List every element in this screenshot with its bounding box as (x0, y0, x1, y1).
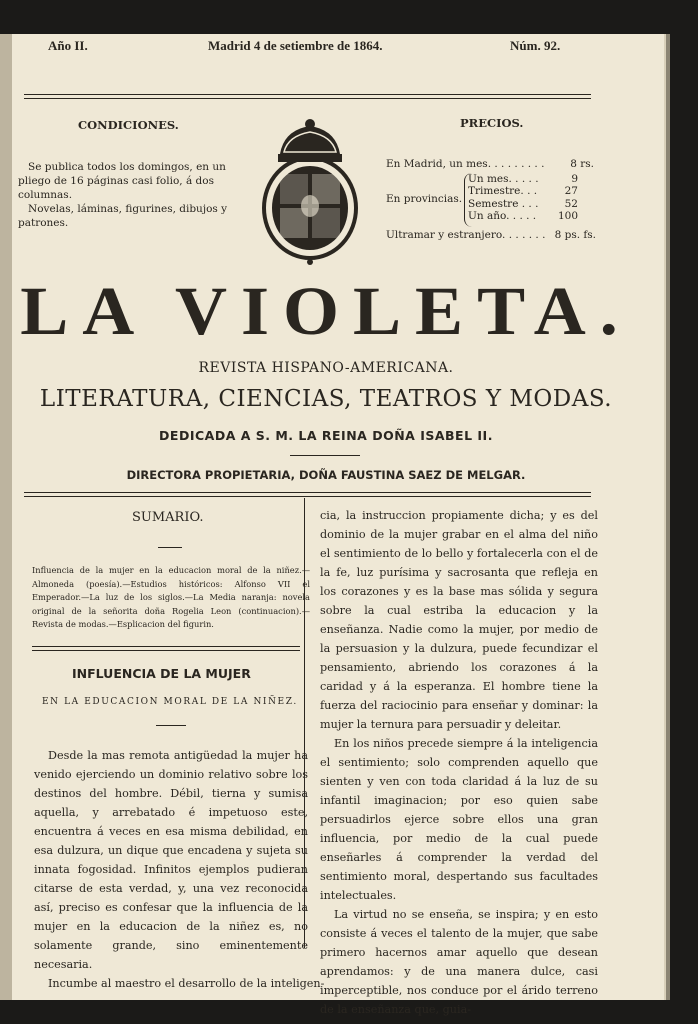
price-value: 8 rs. (570, 158, 594, 170)
masthead-title: LA VIOLETA. (20, 273, 632, 350)
article-paragraph: En los niños precede siempre á la inteligencia el sentimiento; solo comprenden aquello que sienten y ven con toda claridad á la luz de su infantil imaginacion; por eso quien sabe persuadirlos ejerce sobre ellos una gran influencia, por medio de la cual puede enseñarles á comprender la verdad del sentimiento moral, despertando sus facultades intelectuales. (320, 737, 598, 902)
masthead-director: DIRECTORA PROPIETARIA, DOÑA FAUSTINA SAEZ DE MELGAR. (126, 468, 526, 482)
article-paragraph: Desde la mas remota antigüedad la mujer ha venido ejerciendo un dominio relativo sobre los destinos del hombre. Débil, tierna y sumisa aquella, y arrebatado é impetuoso este, encuentra á veces en esa misma debilidad, en esa dulzura, un dique que encadena y sujeta su innata fogosidad. Infinitos ejemplos pudieran citarse de esta verdad, y, una vez reconocida así, preciso es confesar que la influencia de la mujer en la educacion de la niñez es, no solamente grande, sino eminentemente necesaria. (34, 749, 308, 971)
summary-rule-2 (32, 650, 300, 651)
masthead-rule (24, 492, 591, 493)
article-left-column (34, 746, 325, 993)
price-row: Semestre . . . 52 (468, 197, 578, 210)
price-row: Un año. . . . . 100 (468, 210, 578, 222)
price-row-madrid (386, 158, 606, 171)
coat-of-arms-icon (258, 116, 362, 266)
masthead-dedication: DEDICADA A S. M. LA REINA DOÑA ISABEL II. (159, 428, 493, 443)
article-paragraph: Incumbe al maestro el desarrollo de la inteligen- (48, 977, 325, 990)
conditions-p1: Se publica todos los domingos, en un pliego de 16 páginas casi folio, á dos columnas. (18, 161, 226, 201)
article-subtitle: EN LA EDUCACION MORAL DE LA NIÑEZ. (42, 697, 298, 707)
issue-year: Año II. (48, 38, 88, 53)
conditions-heading: CONDICIONES. (78, 118, 179, 132)
header-rule (24, 94, 591, 95)
provincias-rows (468, 173, 578, 223)
price-value: 8 ps. fs. (554, 228, 596, 241)
provincias-group (386, 173, 606, 229)
masthead-subtitle: REVISTA HISPANO-AMERICANA. (198, 360, 454, 376)
article-dash (156, 725, 186, 726)
masthead-divider (290, 455, 360, 456)
provincias-label: En provincias. (386, 192, 463, 205)
price-row-ultramar (386, 229, 606, 242)
price-row: Trimestre. . . 27 (468, 185, 578, 197)
price-label: En Madrid, un mes. . . . . . . . . (386, 158, 545, 170)
article-right-column (320, 506, 598, 1019)
summary-rule (32, 646, 300, 647)
article-paragraph: cia, la instruccion propiamente dicha; y es del dominio de la mujer grabar en el alma del niño el sentimiento de lo bello y fortalecerla con el de la fe, luz purísima y sacrosanta que refleja en los corazones y es la base mas sólida y segura sobre la cual estriba la educacion y la enseñanza. Nadie como la mujer, por medio de la persuasion y la dulzura, puede fecundizar el pensamiento, abriendo los corazones á la caridad y á la esperanza. El hombre tiene la fuerza del raciocinio para enseñar y dominar: la mujer la ternura para persuadir y deleitar. (320, 509, 598, 731)
summary-text: Influencia de la mujer en la educacion moral de la niñez.—Almoneda (poesía).—Estudios históricos: Alfonso VII el Emperador.—La luz de los siglos.—La Media naranja: novela original de la señorita doña Rogelia Leon (continuacion).—Revista de modas.—Esplicacion del figurin. (32, 565, 310, 629)
masthead-topics: LITERATURA, CIENCIAS, TEATROS Y MODAS. (39, 386, 613, 412)
price-label: Ultramar y estranjero. . . . . . . (386, 228, 546, 241)
header-rule-thin (24, 98, 591, 99)
price-row: Un mes. . . . . 9 (468, 172, 578, 185)
prices-heading: PRECIOS. (460, 116, 524, 130)
article-paragraph: La virtud no se enseña, se inspira; y en esto consiste á veces el talento de la mujer, que sabe primero hacernos amar aquello que desean aprendamos: y de una manera dulce, casi imperceptible, nos conduce por el árido terreno de la enseñanza que, guia- (320, 908, 598, 1016)
masthead-rule-thin (24, 496, 591, 497)
article-title: INFLUENCIA DE LA MUJER (72, 666, 251, 681)
summary-dash (158, 547, 182, 548)
prices-table (386, 158, 606, 241)
issue-date: Madrid 4 de setiembre de 1864. (208, 38, 383, 53)
summary-heading: SUMARIO. (132, 510, 204, 525)
conditions-p2: Novelas, láminas, figurines, dibujos y patrones. (18, 203, 228, 229)
conditions-text (18, 160, 228, 230)
issue-number: Núm. 92. (510, 38, 561, 53)
page-spine (0, 34, 12, 1000)
